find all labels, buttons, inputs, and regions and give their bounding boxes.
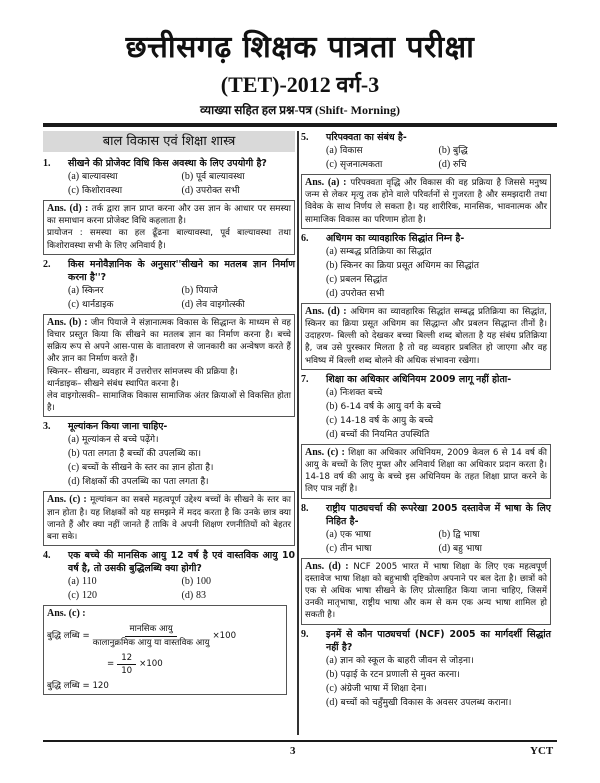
options [43,284,295,312]
paper-description: व्याख्या सहित हल प्रश्न-पत्र (Shift- Morning) [200,103,400,117]
option-d: (d) बच्चों की नियमित उपस्थिति [326,428,430,440]
option-a: (a) विकास [326,145,363,156]
question-number: 6. [301,232,309,244]
option-c: (c) प्रबलन सिद्धांत [326,273,388,285]
options [301,386,551,442]
publisher-brand: YCT [530,745,554,757]
question-number: 7. [301,373,309,385]
answer-box [43,200,295,255]
option-b: (b) पढ़ाई के रटन प्रणाली से मुक्त करना। [326,668,460,680]
options [43,433,295,489]
option-d: (d) बच्चों को चहुँमुखी विकास के अवसर उपलब्ध कराना। [326,696,512,708]
formula-denominator: कालानुक्रमिक आयु या वास्तविक आयु [92,637,210,648]
options [301,245,551,301]
exam-subtitle: (TET)-2012 वर्ग-3 [220,72,380,97]
answer-text: NCF 2005 भारत में भाषा शिक्षा के लिए एक महत्वपूर्ण दस्तावेज भाषा शिक्षा को बहुभाषी दृष्टिकोण अपनाने पर बल देता है। छात्रों को एक से अधिक भाषा सीखने के लिए प्रोत्साहित किया जाना चाहिए, जिसमें उनकी मातृभाषा, राष्ट्रीय भाषा और कम से कम एक अन्य भाषा शामिल हो सकती है। [305,561,547,621]
options [301,144,551,172]
question-text: इनमें से कौन पाठ्यचर्चा (NCF) 2005 का मार्गदर्शी सिद्धांत नहीं है? [326,628,551,653]
answer-text: जीन पियाजे ने संज्ञानात्मक विकास के सिद्धान्त के माध्यम से वह विचार प्रस्तुत किया कि सीखने का मतलब ज्ञान का निर्माण करना है। बच्चे सक्रिय रूप से अपने आस-पास के वातावरण से जानकारी का अन्वेषण करते हैं और ज्ञान का निर्माण करते हैं। [47,317,291,365]
option-b: (b) 6-14 वर्ष के आयु वर्ग के बच्चे [326,400,441,412]
option-a: (a) स्किनर [68,284,104,296]
option-d: (d) रुचि [438,159,467,170]
answer-text: शिक्षा का अधिकार अधिनियम, 2009 केवल 6 से 14 वर्ष की आयु के बच्चों के लिए मुफ्त और अनिवार्य शिक्षा का अधिकार प्रदान करता है। 14-18 वर्ष की आयु के बच्चे इस अधिनियम के तहत शिक्षा प्राप्त करने के लिए पात्र नहीं है। [305,447,547,495]
question-3 [43,420,295,546]
answer-box [43,605,287,695]
option-c: (c) सृजनात्मकता [326,159,383,170]
page-title: छत्तीसगढ़ शिक्षक पात्रता परीक्षा [125,30,475,65]
option-b: (b) पियाजे [181,284,218,296]
question-text: एक बच्चे की मानसिक आयु 12 वर्ष है एवं वास्तविक आयु 10 वर्ष है, तो उसकी बुद्धिलब्धि क्या होगी? [68,550,295,575]
option-b: (b) बुद्धि [438,145,468,156]
footer-rule [43,740,557,742]
section-heading: बाल विकास एवं शिक्षा शास्त्र [43,131,295,152]
question-5 [301,131,551,229]
question-text: शिक्षा का अधिकार अधिनियम 2009 लागू नहीं होता- [326,373,512,385]
answer-text: मूल्यांकन का सबसे महत्वपूर्ण उद्देश्य बच्चों के सीखने के स्तर का ज्ञान होता है। यह शिक्षकों को यह समझने में मदद करता है कि उनके छात्र क्या जानते हैं और क्या नहीं जानते हैं ताकि वे अपनी शिक्षण रणनीतियों को बेहतर बना सके। [47,495,291,543]
options [43,575,295,603]
answer-text: तर्क द्वारा ज्ञान प्राप्त करना और उस ज्ञान के आधार पर समस्या का समाधान करना प्रोजेक्ट विधि कहलाता है। [47,204,291,227]
answer-text: परिपक्वता वृद्धि और विकास की वह प्रक्रिया है जिससे मनुष्य जन्म से लेकर मृत्यु तक होने वाले परिवर्तनों से गुजरता है और समझदारी तथा विवेक के साथ निर्णय ले सकता है। यह शारीरिक, मानसिक, भावनात्मक और सामाजिक विकास का परिणाम होता है। [305,178,548,225]
answer-box [301,174,551,229]
answer-note: लेव वाइगोत्सकी– सामाजिक विकास सामाजिक अंतर क्रियाओं से विकसित होता है। [47,391,291,414]
question-text: मूल्यांकन किया जाना चाहिए- [68,421,168,433]
option-d: (d) लेव वाइगोत्स्की [181,298,245,310]
option-a: (a) मूल्यांकन से बच्चे पढ़ेंगे। [68,434,159,446]
question-9 [301,628,551,710]
question-number: 5. [301,132,309,143]
question-number: 2. [43,258,51,270]
answer-text: अधिगम का व्यावहारिक सिद्धांत सम्बद्ध प्रतिक्रिया का सिद्धांत, स्किनर का क्रिया प्रसूत अधिगम का सिद्धान्त और प्रबलन सिद्धान्त तीनों है। उदाहरण- बिल्ली को देखकर बच्चा बिल्ली शब्द बोलता है यह संबंध प्रतिक्रिया है, जब उसे पुरस्कार मिलता है तो वह व्यवहार प्रबलित हो जाएगा और वह भविष्य में बिल्ली शब्द बोलने की अधिक संभावना रखेगा। [305,306,548,366]
answer-note: थार्नडाइक– सीखने संबंध स्थापित करना है। [47,378,179,389]
answer-label: Ans. (d) : [47,203,89,214]
question-text: अधिगम का व्यावहारिक सिद्धांत निम्न है- [326,232,465,244]
right-column [301,131,551,710]
question-2 [43,258,295,418]
answer-label: Ans. (a) : [305,177,347,188]
option-c: (c) किशोरावस्था [68,185,123,196]
answer-box [301,303,551,370]
question-number: 9. [301,628,309,640]
formula-numerator: मानसिक आयु [125,623,176,636]
answer-label: Ans. (b) : [47,316,88,328]
question-text: राष्ट्रीय पाठ्यचर्चा की रूपरेखा 2005 दस्तावेज में भाषा के लिए निहित है- [326,502,551,527]
question-8 [301,502,551,625]
option-c: (c) थार्नडाइक [68,298,114,310]
options [301,654,551,710]
option-d: (d) 83 [181,590,207,602]
option-b: (b) 100 [181,576,212,588]
question-4 [43,549,295,695]
option-d: (d) उपरोक्त सभी [326,287,385,299]
option-c: (c) तीन भाषा [326,542,372,554]
option-d: (d) उपरोक्त सभी [181,185,240,196]
answer-box [43,491,295,546]
question-number: 3. [43,421,51,433]
question-1 [43,157,295,255]
option-c: (c) बच्चों के सीखने के स्तर का ज्ञान होता है। [68,462,214,474]
header-rule [43,123,557,127]
iq-formula: बुद्धि लब्धि = $\frac{\text{मानसिक आयु}}{\text{कालानुक्रमिक आयु या वास्तविक आयु}}$ ×100 [47,624,237,648]
answer-note: प्रायोजन : समस्या का हल ढूँढना बाल्यावस्था, पूर्व बाल्यावस्था तथा किशोरावस्था सभी के लिए अनिवार्य है। [47,228,291,251]
question-number: 8. [301,502,309,514]
question-text: सीखने की प्रोजेक्ट विधि किस अवस्था के लिए उपयोगी है? [68,158,267,169]
answer-box [301,558,551,625]
question-text: परिपक्वता का संबंध है- [326,132,407,143]
question-text: किस मनोवैज्ञानिक के अनुसार''सीखने का मतलब ज्ञान निर्माण करना है''? [68,258,295,283]
formula-step: = $\frac{12}{10}$ ×100 [107,652,163,677]
column-divider [297,131,299,735]
option-a: (a) ज्ञान को स्कूल के बाहरी जीवन से जोड़ना। [326,654,474,666]
option-b: (b) पता लगता है बच्चों की उपलब्धि का। [68,448,202,460]
option-d: (d) शिक्षकों की उपलब्धि का पता लगता है। [68,476,209,488]
option-a: (a) सम्बद्ध प्रतिक्रिया का सिद्धांत [326,245,432,257]
answer-label: Ans. (d) : [305,305,347,317]
option-c: (c) अंग्रेजी भाषा में शिक्षा देना। [326,682,427,694]
answer-label: Ans. (c) : [47,608,86,620]
option-c: (c) 120 [68,590,97,602]
answer-label: Ans. (d) : [305,560,349,572]
option-a: (a) निःशक्त बच्चे [326,386,383,398]
question-6 [301,232,551,370]
option-b: (b) द्वि भाषा [438,528,480,540]
answer-box [301,444,551,499]
answer-label: Ans. (c) : [305,446,345,458]
option-b: (b) स्किनर का क्रिया प्रसूत अधिगम का सिद्धांत [326,259,480,271]
option-a: (a) एक भाषा [326,528,371,540]
options [301,528,551,556]
question-number: 4. [43,550,51,562]
answer-label: Ans. (c) : [47,494,87,506]
formula-result: बुद्धि लब्धि = 120 [47,681,109,692]
answer-note: स्किनर– सीखना, व्यवहार में उत्तरोत्तर सांमजस्य की प्रक्रिया है। [47,366,238,377]
options [43,170,295,198]
option-c: (c) 14-18 वर्ष के आयु के बच्चे [326,414,434,426]
option-d: (d) बहु भाषा [438,542,483,554]
option-a: (a) 110 [68,576,97,588]
left-column [43,131,295,698]
page-number: 3 [290,745,296,757]
option-a: (a) बाल्यावस्था [68,171,118,182]
option-b: (b) पूर्व बाल्यावस्था [181,171,245,182]
answer-box [43,314,295,418]
question-number: 1. [43,158,51,169]
question-7 [301,373,551,499]
